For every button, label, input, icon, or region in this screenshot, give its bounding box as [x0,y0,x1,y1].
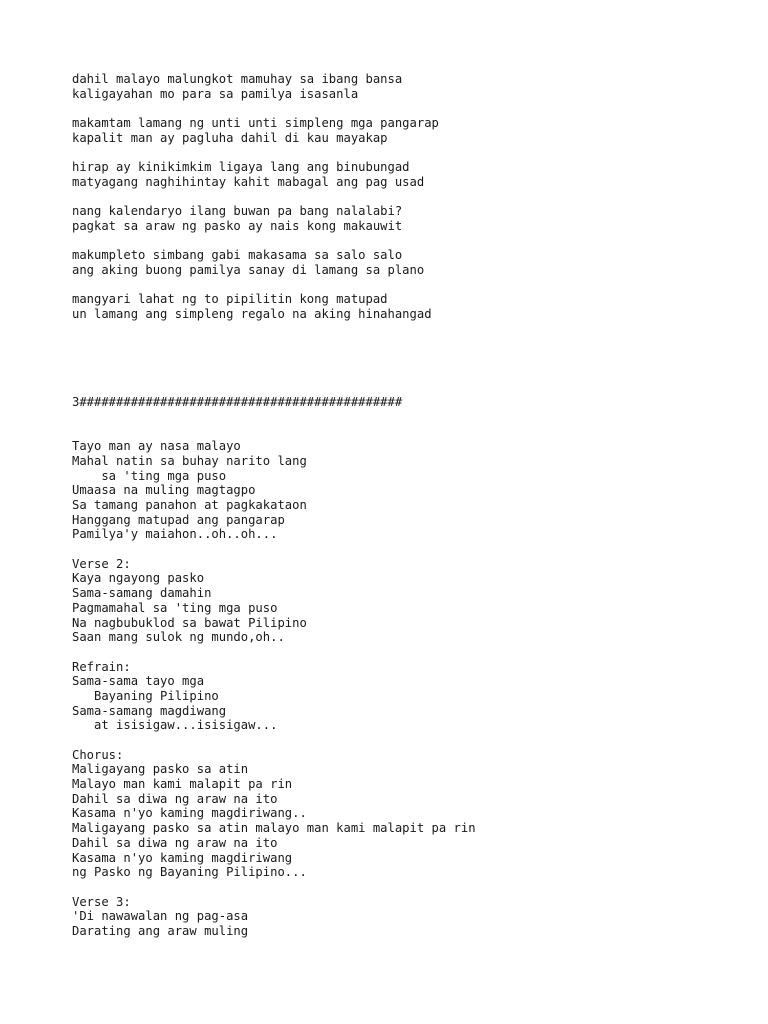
section-heading: Chorus: [72,747,124,762]
text-line: matyagang naghihintay kahit mabagal ang pag usad [72,174,425,189]
song-section [72,439,732,938]
stanza [72,72,732,101]
stanza [72,895,732,939]
text-line: Sa tamang panahon at pagkakataon [72,498,307,512]
text-line: Pagmamahal sa 'ting mga puso [72,600,278,615]
text-line: Dahil sa diwa ng araw na ito [72,835,278,850]
section-heading: Verse 3: [72,894,131,909]
poem-section [72,72,732,322]
text-line: Kasama n'yo kaming magdiriwang [72,850,293,865]
text-line: Na nagbubuklod sa bawat Pilipino [72,615,307,630]
text-line: ng Pasko ng Bayaning Pilipino... [72,865,307,880]
stanza [72,439,732,542]
stanza [72,557,732,645]
text-line: Pamilya'y maiahon..oh..oh... [72,527,278,542]
text-line: Maligayang pasko sa atin [72,762,249,777]
text-line: kapalit man ay pagluha dahil di kau mayakap [72,130,388,145]
text-line: Sama-samang magdiwang [72,703,227,718]
stanza [72,660,732,733]
text-line: makamtam lamang ng unti unti simpleng mga pangarap [72,116,439,131]
stanza [72,292,732,321]
text-line: un lamang ang simpleng regalo na aking hinahangad [72,307,432,321]
stanza [72,748,732,880]
text-line: 'Di nawawalan ng pag-asa [72,909,249,924]
spacer [72,336,732,395]
text-line: makumpleto simbang gabi makasama sa salo salo [72,248,403,263]
stanza [72,160,732,189]
text-line: Maligayang pasko sa atin malayo man kami malapit pa rin [72,821,476,836]
text-line: Kaya ngayong pasko [72,571,205,586]
text-line: Saan mang sulok ng mundo,oh.. [72,630,285,645]
text-line: ang aking buong pamilya sanay di lamang sa plano [72,262,425,277]
stanza [72,204,732,233]
text-line: hirap ay kinikimkim ligaya lang ang binubungad [72,160,410,175]
text-line: Bayaning Pilipino [72,688,219,703]
text-line: Tayo man ay nasa malayo [72,439,241,454]
text-line: Darating ang araw muling [72,923,249,938]
text-line: pagkat sa araw ng pasko ay nais kong makauwit [72,218,403,233]
stanza [72,248,732,277]
text-line: Hanggang matupad ang pangarap [72,512,285,527]
text-line: mangyari lahat ng to pipilitin kong matupad [72,292,388,307]
separator-text: 3############################################ [72,395,403,410]
document-page [72,72,732,953]
section-heading: Verse 2: [72,556,131,571]
text-line: kaligayahan mo para sa pamilya isasanla [72,86,359,101]
text-line: Sama-samang damahin [72,586,212,601]
stanza [72,116,732,145]
text-line: Malayo man kami malapit pa rin [72,777,293,792]
separator-line [72,395,732,410]
text-line: Umaasa na muling magtagpo [72,483,256,498]
text-line: at isisigaw...isisigaw... [72,718,278,733]
section-heading: Refrain: [72,659,131,674]
text-line: dahil malayo malungkot mamuhay sa ibang bansa [72,72,403,86]
text-line: nang kalendaryo ilang buwan pa bang nalalabi? [72,204,403,219]
text-line: Dahil sa diwa ng araw na ito [72,791,278,806]
text-line: sa 'ting mga puso [72,468,227,483]
text-line: Kasama n'yo kaming magdiriwang.. [72,806,307,821]
text-line: Mahal natin sa buhay narito lang [72,453,307,468]
text-line: Sama-sama tayo mga [72,674,205,689]
